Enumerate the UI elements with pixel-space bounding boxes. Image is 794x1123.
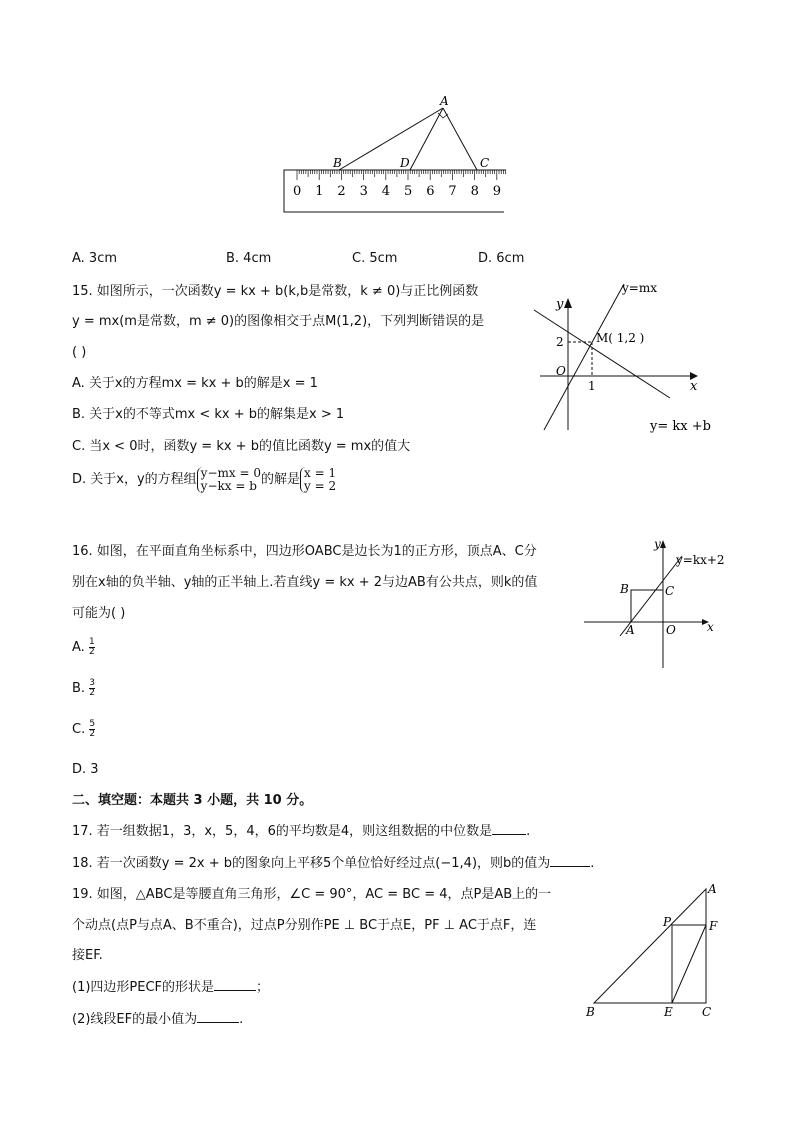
q14-option-d: D. 6cm xyxy=(478,251,525,266)
q19-sub2-text: (2)线段EF的最小值为 xyxy=(72,1012,198,1027)
label-B: B xyxy=(620,582,629,596)
label-B: B xyxy=(586,1005,595,1019)
q19-sub2: (2)线段EF的最小值为 . xyxy=(72,1012,244,1027)
frac-num: 1 xyxy=(88,637,95,647)
q15-option-d-mid: 的解是 xyxy=(260,472,300,487)
q16-option-c xyxy=(72,718,95,742)
fraction-three-halves xyxy=(89,679,95,698)
label-B: B xyxy=(333,156,342,170)
q14-option-a: A. 3cm xyxy=(72,251,118,266)
q14-option-c: C. 5cm xyxy=(352,251,398,266)
q19-sub1-text: (1)四边形PECF的形状是 xyxy=(72,980,215,995)
q15-line1: 15. 如图所示，一次函数y = kx + b(k,b是常数，k ≠ 0)与正比例函数 xyxy=(72,284,479,299)
label-C: C xyxy=(702,1005,712,1019)
q16-option-a-label: A. xyxy=(72,640,85,655)
y-axis-arrow xyxy=(660,540,666,548)
y-axis-label: y xyxy=(654,537,661,551)
q16-line1: 16. 如图，在平面直角坐标系中，四边形OABC是边长为1的正方形，顶点A、C分 xyxy=(72,544,537,559)
tick-label-2: 2 xyxy=(556,335,564,349)
ruler-numbers xyxy=(293,184,501,199)
q17-text: 17. 若一组数据1，3，x，5，4，6的平均数是4，则这组数据的中位数是 xyxy=(72,824,493,839)
q19-line2: 个动点(点P与点A、B不重合)，过点P分别作PE ⊥ BC于点E，PF ⊥ AC于点F，连 xyxy=(72,918,537,933)
segment-AB xyxy=(339,108,443,170)
q14-option-b: B. 4cm xyxy=(226,251,272,266)
triangle-ABC xyxy=(594,889,706,1003)
q17: 17. 若一组数据1，3，x，5，4，6的平均数是4，则这组数据的中位数是 . xyxy=(72,824,531,839)
q16-option-a xyxy=(72,636,95,660)
point-M-label: M( 1,2 ) xyxy=(596,331,645,345)
label-F: F xyxy=(709,919,718,933)
q19-sub1-answer-blank[interactable] xyxy=(214,978,256,991)
label-C: C xyxy=(665,584,675,598)
x-axis-label: x xyxy=(690,379,698,394)
frac-den: 2 xyxy=(89,729,96,739)
q15-line2: y = mx(m是常数，m ≠ 0)的图像相交于点M(1,2)，下列判断错误的是 xyxy=(72,314,485,329)
ruler-ticks xyxy=(297,170,506,180)
q17-answer-blank[interactable] xyxy=(492,822,526,835)
ruler-number: 9 xyxy=(492,184,502,199)
q19-line3: 接EF. xyxy=(72,948,103,963)
q16-option-b-label: B. xyxy=(72,681,86,696)
tick-label-1: 1 xyxy=(588,379,596,393)
q18-text: 18. 若一次函数y = 2x + b的图象向上平移5个单位恰好经过点(−1,4)，则b的值为 xyxy=(72,856,551,871)
q15-option-d xyxy=(72,466,336,494)
q16-option-d: D. 3 xyxy=(72,762,99,777)
label-A: A xyxy=(708,882,717,896)
y-axis-arrow xyxy=(564,298,572,308)
origin-label: O xyxy=(556,364,566,378)
segment-EF xyxy=(672,925,706,1003)
q18: 18. 若一次函数y = 2x + b的图象向上平移5个单位恰好经过点(−1,4)，则b的值为 . xyxy=(72,856,595,871)
q16-option-c-label: C. xyxy=(72,722,86,737)
fraction-five-halves xyxy=(89,720,95,739)
ruler-number: 4 xyxy=(381,184,391,199)
frac-num: 5 xyxy=(89,719,96,729)
q19-sub2-answer-blank[interactable] xyxy=(197,1010,239,1023)
ruler-triangle-figure xyxy=(270,90,520,220)
q15-graph-figure xyxy=(530,280,730,440)
segment-AC xyxy=(443,108,477,170)
q18-answer-blank[interactable] xyxy=(550,854,590,867)
q15-option-c: C. 当x < 0时，函数y = kx + b的值比函数y = mx的值大 xyxy=(72,439,411,454)
ruler-number: 2 xyxy=(337,184,346,199)
label-O: O xyxy=(666,623,676,637)
ruler-number: 0 xyxy=(293,184,302,199)
frac-den: 2 xyxy=(88,647,95,657)
ruler-number: 1 xyxy=(315,184,324,199)
label-A: A xyxy=(440,94,449,108)
q15-option-b: B. 关于x的不等式mx < kx + b的解集是x > 1 xyxy=(72,407,345,422)
frac-den: 2 xyxy=(89,688,95,698)
ruler-number: 8 xyxy=(470,184,479,199)
q15-option-a: A. 关于x的方程mx = kx + b的解是x = 1 xyxy=(72,376,318,391)
label-C: C xyxy=(480,156,490,170)
y-axis-label: y xyxy=(556,297,564,312)
system1-eq2: y−kx = b xyxy=(200,478,257,493)
q19-line1: 19. 如图，△ABC是等腰直角三角形，∠C = 90°，AC = BC = 4，点P是AB上的一 xyxy=(72,887,552,902)
line-equation-label: y=kx+2 xyxy=(676,553,725,567)
equation-system-1 xyxy=(197,467,261,493)
q15-option-d-prefix: D. 关于x，y的方程组 xyxy=(72,472,197,487)
frac-num: 3 xyxy=(89,678,95,688)
system2-eq1: x = 1 xyxy=(304,465,337,480)
q16-option-b xyxy=(72,677,95,701)
equation-system-2 xyxy=(300,467,336,493)
system2-eq2: y = 2 xyxy=(304,478,337,493)
label-E: E xyxy=(664,1005,673,1019)
label-y-mx: y=mx xyxy=(622,281,657,295)
q16-line2: 别在x轴的负半轴、y轴的正半轴上.若直线y = kx + 2与边AB有公共点，则k的值 xyxy=(72,575,538,590)
label-P: P xyxy=(663,915,672,929)
label-y-kx-b: y= kx +b xyxy=(650,419,711,434)
q16-graph-figure xyxy=(578,536,728,676)
q19-triangle-figure xyxy=(580,880,720,1020)
q19-sub1 xyxy=(72,978,269,997)
fraction-one-half xyxy=(89,638,95,657)
section2-heading: 二、填空题：本题共 3 小题，共 10 分。 xyxy=(72,793,313,808)
label-A: A xyxy=(626,623,635,637)
label-D: D xyxy=(400,156,410,170)
system1-eq1: y−mx = 0 xyxy=(200,465,261,480)
ruler-number: 5 xyxy=(404,184,413,199)
ruler-number: 6 xyxy=(426,184,435,199)
q15-line3: ( ) xyxy=(72,345,87,360)
q16-line3: 可能为( ) xyxy=(72,606,126,621)
q19-sub1-end: ； xyxy=(256,980,270,995)
ruler-number: 7 xyxy=(448,184,457,199)
ruler-number: 3 xyxy=(359,184,368,199)
square-OABC xyxy=(631,590,663,622)
x-axis-label: x xyxy=(707,620,714,634)
